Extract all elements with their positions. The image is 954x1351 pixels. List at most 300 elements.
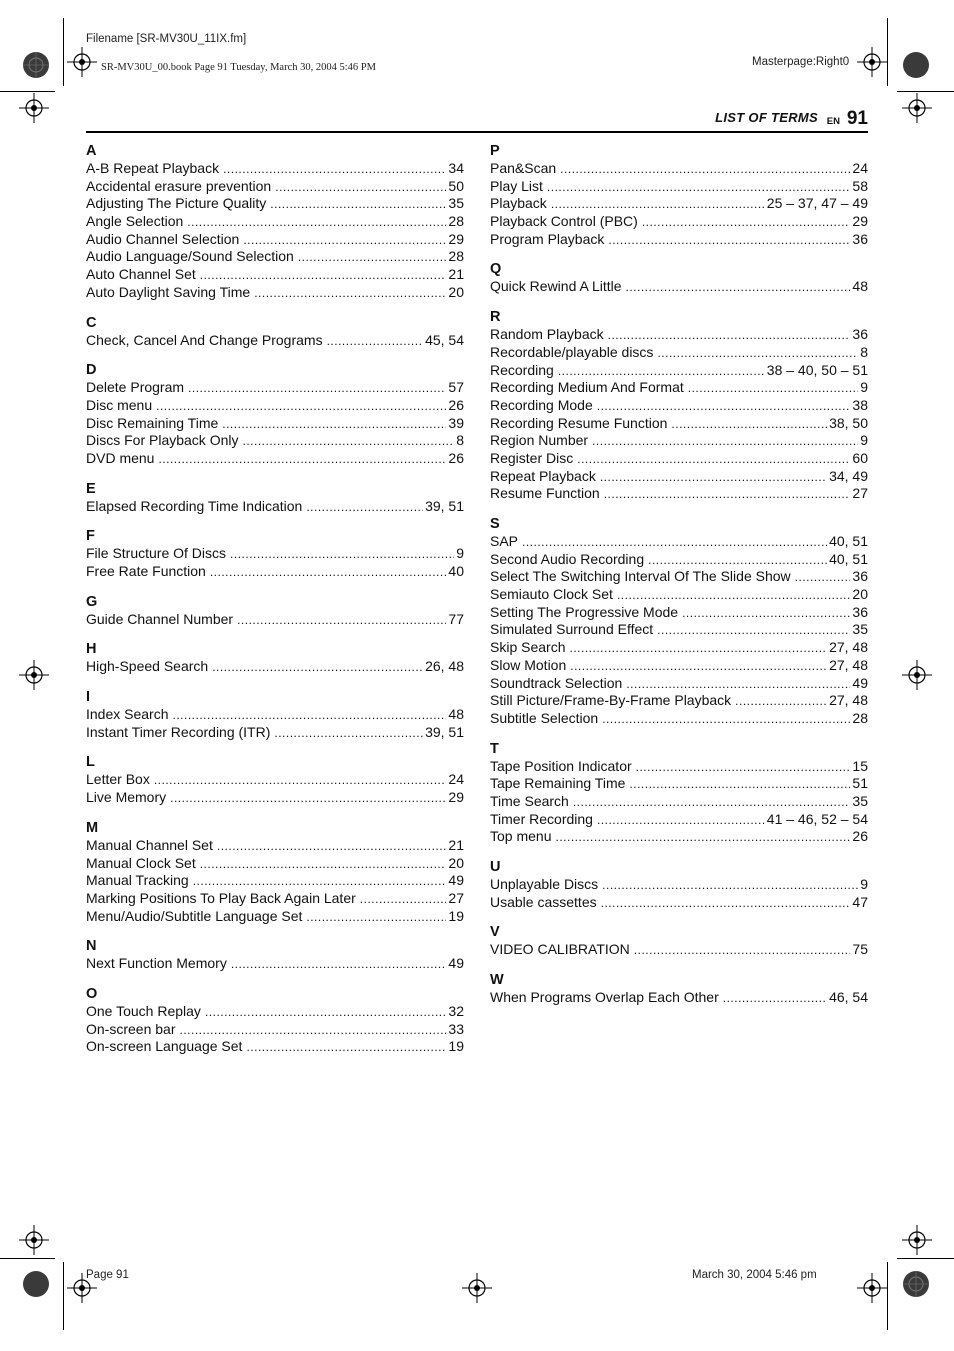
index-letter-heading: F [86, 528, 95, 545]
registration-mark-icon [462, 1273, 492, 1303]
dot-leader [547, 179, 851, 197]
dot-leader [642, 214, 851, 232]
index-pages: 19 [448, 1038, 464, 1055]
index-pages: 41 – 46, 52 – 54 [766, 810, 868, 827]
index-pages: 25 – 37, 47 – 49 [766, 195, 868, 212]
index-term: Still Picture/Frame-By-Frame Playback [490, 692, 732, 709]
index-letter-heading: C [86, 314, 97, 331]
index-entry [490, 894, 868, 912]
index-entry [86, 195, 464, 213]
index-term: Adjusting The Picture Quality [86, 195, 267, 212]
index-entry [86, 789, 464, 807]
index-pages: 27, 48 [829, 656, 868, 673]
dot-leader [597, 812, 765, 830]
dot-leader [237, 612, 446, 630]
index-entry [490, 533, 868, 551]
index-entry [86, 545, 464, 563]
index-entry [86, 837, 464, 855]
index-pages: 9 [860, 876, 868, 892]
index-letter-heading: G [86, 593, 98, 610]
book-info-label: SR-MV30U_00.book Page 91 Tuesday, March 30, 2004 5:46 PM [101, 62, 376, 73]
index-term: Skip Search [490, 639, 566, 656]
dot-leader [242, 433, 454, 451]
index-pages: 26 [852, 828, 868, 845]
index-pages: 39 [448, 414, 464, 431]
index-pages: 28 [448, 248, 464, 265]
index-term: Register Disc [490, 449, 574, 466]
index-term: Soundtrack Selection [490, 674, 623, 691]
index-pages: 26 [448, 396, 464, 413]
index-letter-heading: R [490, 309, 501, 326]
index-entry [490, 450, 868, 468]
index-term: Auto Channel Set [86, 266, 196, 283]
index-term: Region Number [490, 432, 589, 449]
index-entry [86, 432, 464, 450]
index-entry [490, 278, 868, 296]
index-term: Subtitle Selection [490, 709, 599, 726]
index-entry [490, 213, 868, 231]
index-entry [490, 604, 868, 622]
dot-leader [735, 693, 827, 711]
index-entry [86, 248, 464, 266]
dot-leader [569, 640, 827, 658]
index-term: On-screen Language Set [86, 1038, 243, 1055]
index-entry [86, 658, 464, 676]
index-entry [490, 326, 868, 344]
dot-leader [274, 725, 423, 743]
index-entry [86, 397, 464, 415]
dot-leader [602, 877, 858, 895]
date-footer-label: March 30, 2004 5:46 pm [692, 1269, 817, 1281]
index-entry [86, 706, 464, 724]
dot-leader [657, 345, 858, 363]
crop-mark [897, 1258, 954, 1259]
index-pages: 57 [448, 379, 464, 396]
index-column-right [490, 141, 868, 1007]
index-pages: 33 [448, 1020, 464, 1037]
dot-leader [360, 891, 447, 909]
index-pages: 47 [852, 893, 868, 910]
index-entry [86, 332, 464, 350]
dot-leader [648, 552, 827, 570]
index-pages: 49 [852, 674, 868, 691]
index-term: Select The Switching Interval Of The Slide Show [490, 568, 791, 585]
index-entry [86, 450, 464, 468]
index-entry [86, 266, 464, 284]
registration-mark-icon [857, 1273, 887, 1303]
registration-mark-icon [67, 1273, 97, 1303]
dot-leader [608, 327, 851, 345]
dot-leader [522, 534, 827, 552]
index-entry [490, 468, 868, 486]
index-entry [490, 758, 868, 776]
dot-leader [158, 451, 446, 469]
index-letter-heading: E [86, 480, 96, 497]
index-term: Free Rate Function [86, 563, 206, 579]
index-term: Tape Remaining Time [490, 775, 626, 792]
index-letter-heading: O [86, 985, 98, 1002]
index-pages: 21 [448, 266, 464, 283]
index-entry [490, 231, 868, 249]
dot-leader [298, 249, 447, 267]
index-pages: 20 [852, 586, 868, 603]
dot-leader [723, 990, 827, 1008]
index-entry [86, 872, 464, 890]
dot-leader [275, 179, 446, 197]
index-term: Recording Medium And Format [490, 379, 684, 396]
index-entry [86, 890, 464, 908]
index-term: Recordable/playable discs [490, 343, 654, 360]
dot-leader [230, 546, 454, 564]
dot-leader [636, 759, 851, 777]
crop-mark [897, 91, 954, 92]
index-entry [490, 941, 868, 959]
page-number: 91 [846, 108, 868, 129]
dot-leader [597, 398, 851, 416]
index-pages: 8 [456, 432, 464, 449]
index-letter-heading: Q [490, 261, 502, 278]
index-entry [490, 432, 868, 450]
dot-leader [602, 711, 850, 729]
index-entry [86, 563, 464, 581]
registration-mark-icon [67, 47, 97, 77]
dot-leader [629, 776, 850, 794]
dot-leader [626, 676, 850, 694]
registration-mark-icon [19, 1225, 49, 1255]
index-pages: 27, 48 [829, 692, 868, 709]
index-letter-heading: S [490, 516, 500, 532]
index-term: Slow Motion [490, 656, 567, 673]
dot-leader [222, 416, 446, 434]
index-pages: 27 [448, 889, 464, 906]
index-pages: 75 [852, 941, 868, 958]
index-term: Unplayable Discs [490, 876, 599, 892]
index-term: High-Speed Search [86, 658, 209, 675]
index-term: Auto Daylight Saving Time [86, 283, 251, 300]
index-term: Timer Recording [490, 810, 593, 827]
index-entry [86, 1003, 464, 1021]
index-pages: 21 [448, 836, 464, 853]
dot-leader [193, 873, 447, 891]
crop-mark [63, 18, 64, 86]
index-letter-heading: I [86, 689, 91, 706]
index-letter-heading: A [86, 143, 97, 159]
index-letter-heading: M [86, 819, 99, 836]
registration-mark-icon [19, 93, 49, 123]
index-term: Usable cassettes [490, 893, 597, 910]
crop-mark [887, 18, 888, 86]
index-entry [86, 955, 464, 973]
dot-leader [608, 232, 850, 250]
index-entry [490, 876, 868, 894]
index-term: Playback [490, 195, 547, 212]
index-term: Semiauto Clock Set [490, 586, 613, 603]
registration-mark-icon [857, 47, 887, 77]
section-title: LIST OF TERMS [715, 110, 818, 125]
index-pages: 20 [448, 854, 464, 871]
dot-leader [179, 1022, 446, 1040]
index-term: Disc menu [86, 396, 153, 413]
dot-leader [551, 196, 765, 214]
index-pages: 38 – 40, 50 – 51 [766, 361, 868, 378]
index-pages: 36 [852, 568, 868, 585]
index-pages: 8 [860, 343, 868, 360]
index-pages: 35 [852, 621, 868, 638]
dot-leader [254, 285, 446, 303]
dot-leader [306, 499, 423, 517]
index-pages: 34, 49 [829, 467, 868, 484]
index-term: Next Function Memory [86, 955, 227, 972]
index-pages: 40, 51 [829, 550, 868, 567]
dot-leader [573, 794, 851, 812]
registration-mark-icon [19, 660, 49, 690]
index-pages: 58 [852, 177, 868, 194]
dot-leader [601, 895, 851, 913]
dot-leader [223, 161, 446, 179]
index-entry [86, 1038, 464, 1056]
dot-leader [634, 942, 851, 960]
index-entry [490, 160, 868, 178]
index-term: File Structure Of Discs [86, 545, 227, 562]
index-term: Tape Position Indicator [490, 757, 632, 774]
printer-color-dot-icon [902, 1270, 930, 1298]
index-entry [86, 1021, 464, 1039]
dot-leader [688, 380, 858, 398]
index-pages: 48 [852, 278, 868, 295]
dot-leader [217, 838, 447, 856]
index-entry [490, 657, 868, 675]
index-letter-heading: W [490, 972, 504, 989]
dot-leader [231, 956, 447, 974]
index-term: Setting The Progressive Mode [490, 603, 679, 620]
printer-color-dot-icon [902, 51, 930, 79]
index-term: Recording [490, 361, 554, 378]
index-term: When Programs Overlap Each Other [490, 989, 719, 1006]
index-pages: 27, 48 [829, 639, 868, 656]
index-pages: 50 [448, 177, 464, 194]
index-entry [490, 989, 868, 1007]
index-term: Second Audio Recording [490, 550, 645, 567]
index-entry [490, 344, 868, 362]
index-entry [86, 908, 464, 926]
registration-mark-icon [902, 93, 932, 123]
dot-leader [657, 622, 850, 640]
index-pages: 36 [852, 326, 868, 343]
index-term: Letter Box [86, 771, 150, 788]
index-term: Accidental erasure prevention [86, 177, 272, 194]
index-pages: 28 [448, 213, 464, 230]
index-pages: 35 [448, 195, 464, 212]
index-pages: 27 [852, 485, 868, 502]
registration-mark-icon [902, 1225, 932, 1255]
index-pages: 19 [448, 907, 464, 924]
index-pages: 29 [852, 213, 868, 230]
index-pages: 15 [852, 757, 868, 774]
dot-leader [270, 196, 446, 214]
index-entry [86, 498, 464, 516]
dot-leader [212, 659, 423, 677]
printer-color-dot-icon [22, 51, 50, 79]
dot-leader [555, 829, 850, 847]
dot-leader [795, 569, 851, 587]
index-term: Manual Tracking [86, 872, 189, 889]
index-term: Manual Clock Set [86, 854, 196, 871]
index-pages: 9 [860, 432, 868, 449]
index-pages: 60 [852, 449, 868, 466]
index-term: One Touch Replay [86, 1002, 201, 1019]
index-pages: 39, 51 [425, 497, 464, 514]
index-term: SAP [490, 533, 519, 549]
index-pages: 29 [448, 789, 464, 806]
index-pages: 49 [448, 872, 464, 889]
index-pages: 48 [448, 706, 464, 723]
index-entry [86, 771, 464, 789]
dot-leader [671, 416, 827, 434]
dot-leader [604, 486, 851, 504]
crop-mark [0, 91, 55, 92]
index-pages: 38 [852, 396, 868, 413]
index-letter-heading: N [86, 938, 97, 955]
index-term: Quick Rewind A Little [490, 278, 622, 295]
index-pages: 28 [852, 709, 868, 726]
index-pages: 36 [852, 603, 868, 620]
index-term: Angle Selection [86, 213, 184, 230]
index-pages: 38, 50 [829, 414, 868, 431]
index-letter-heading: L [86, 754, 95, 771]
dot-leader [170, 790, 446, 808]
index-entry [86, 855, 464, 873]
index-term: Top menu [490, 828, 552, 845]
index-pages: 51 [852, 775, 868, 792]
dot-leader [617, 587, 850, 605]
dot-leader [156, 398, 446, 416]
index-pages: 35 [852, 792, 868, 809]
index-letter-heading: P [490, 143, 500, 159]
index-term: Delete Program [86, 379, 185, 396]
index-column-left [86, 141, 464, 1056]
index-term: Disc Remaining Time [86, 414, 219, 431]
index-entry [86, 415, 464, 433]
index-entry [490, 586, 868, 604]
index-term: Play List [490, 177, 543, 194]
index-letter-heading: V [490, 924, 500, 941]
index-entry [86, 379, 464, 397]
index-term: Live Memory [86, 789, 167, 806]
index-term: Audio Channel Selection [86, 230, 240, 247]
index-term: Recording Mode [490, 396, 593, 413]
index-entry [86, 213, 464, 231]
index-entry [490, 568, 868, 586]
dot-leader [188, 380, 446, 398]
index-term: Time Search [490, 792, 569, 809]
index-entry [490, 639, 868, 657]
index-letter-heading: T [490, 740, 499, 757]
index-pages: 32 [448, 1002, 464, 1019]
dot-leader [558, 363, 765, 381]
index-pages: 9 [860, 379, 868, 396]
index-pages: 20 [448, 283, 464, 300]
index-term: Discs For Playback Only [86, 432, 239, 449]
dot-leader [577, 451, 850, 469]
index-entry [490, 415, 868, 433]
index-entry [490, 551, 868, 569]
index-pages: 46, 54 [829, 989, 868, 1006]
index-entry [490, 195, 868, 213]
index-term: VIDEO CALIBRATION [490, 941, 630, 958]
page-footer-label: Page 91 [86, 1269, 129, 1281]
dot-leader [600, 469, 827, 487]
index-pages: 34 [448, 160, 464, 176]
index-pages: 77 [448, 610, 464, 627]
index-entry [490, 621, 868, 639]
index-term: Simulated Surround Effect [490, 621, 654, 638]
index-term: Guide Channel Number [86, 610, 234, 627]
index-pages: 40, 51 [829, 533, 868, 549]
index-entry [86, 611, 464, 629]
dot-leader [246, 1039, 446, 1057]
index-entry [86, 231, 464, 249]
index-entry [490, 793, 868, 811]
index-term: Playback Control (PBC) [490, 213, 638, 230]
printer-color-dot-icon [22, 1270, 50, 1298]
index-entry [490, 710, 868, 728]
index-term: Recording Resume Function [490, 414, 668, 431]
dot-leader [205, 1004, 446, 1022]
crop-mark [887, 1262, 888, 1330]
index-entry [490, 485, 868, 503]
index-pages: 49 [448, 955, 464, 972]
dot-leader [626, 279, 851, 297]
dot-leader [243, 232, 446, 250]
crop-mark [0, 1258, 55, 1259]
index-term: Check, Cancel And Change Programs [86, 331, 323, 348]
filename-label: Filename [SR-MV30U_11IX.fm] [86, 33, 247, 45]
index-term: Program Playback [490, 230, 605, 247]
index-entry [86, 160, 464, 178]
index-term: Instant Timer Recording (ITR) [86, 723, 271, 740]
index-entry [490, 379, 868, 397]
index-entry [490, 362, 868, 380]
index-term: Audio Language/Sound Selection [86, 248, 294, 265]
index-entry [490, 775, 868, 793]
index-pages: 40 [448, 563, 464, 579]
dot-leader [200, 856, 447, 874]
index-term: On-screen bar [86, 1020, 176, 1037]
index-pages: 24 [448, 771, 464, 788]
index-entry [490, 828, 868, 846]
index-entry [490, 178, 868, 196]
dot-leader [592, 433, 858, 451]
index-term: Marking Positions To Play Back Again Later [86, 889, 356, 906]
header-rule [86, 131, 868, 133]
index-term: Resume Function [490, 485, 600, 502]
index-letter-heading: D [86, 362, 97, 379]
index-pages: 9 [456, 545, 464, 562]
index-term: Repeat Playback [490, 467, 596, 484]
dot-leader [682, 605, 850, 623]
index-term: Menu/Audio/Subtitle Language Set [86, 907, 303, 924]
index-entry [490, 811, 868, 829]
index-term: Index Search [86, 706, 169, 723]
dot-leader [306, 909, 446, 927]
masterpage-label: Masterpage:Right0 [752, 56, 850, 68]
index-pages: 39, 51 [425, 723, 464, 740]
index-term: Pan&Scan [490, 160, 557, 176]
index-pages: 26, 48 [425, 658, 464, 675]
index-entry [86, 284, 464, 302]
dot-leader [173, 707, 447, 725]
index-term: Random Playback [490, 326, 604, 343]
